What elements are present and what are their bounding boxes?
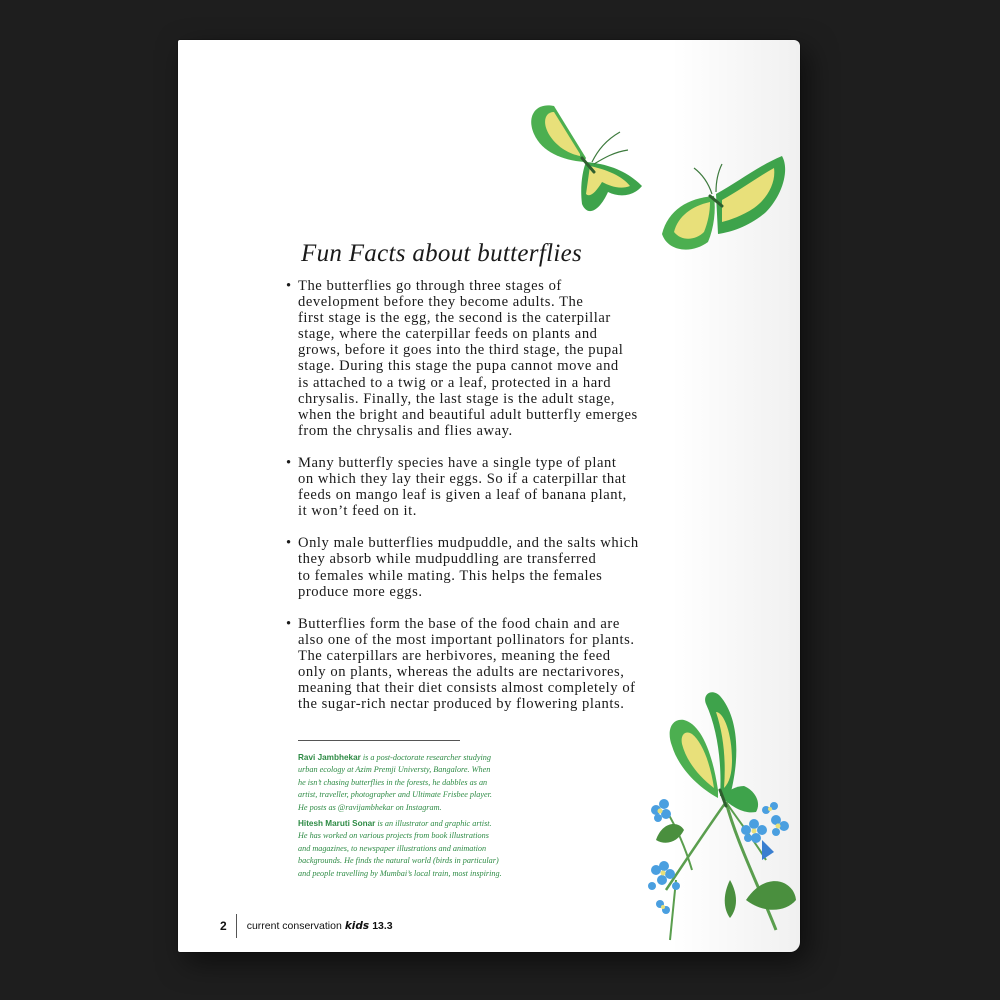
bullet: • [286,278,292,294]
butterfly-illustration [658,152,794,262]
page-title: Fun Facts about butterflies [301,240,582,267]
butterfly-on-flowers-illustration [626,690,800,950]
illustrator-bio: is an illustrator and graphic artist. He has worked on various projects from book illustrations and magazines, to newspaper illustrations and animation backgrounds. He finds the natural world (birds in particular) and people travelling by Mumbai’s local train, most inspiring. [298,819,502,878]
bullet: • [286,454,292,471]
fact-text: Butterflies form the base of the food chain and are also one of the most important pollinators for plants. The caterpillars are herbivores, meaning the feed only on plants, whereas the adults are nectarivores, meaning that their diet consists almost completely of the sugar-rich nectar produced by flowering plants. [298,615,636,713]
list-item [286,455,686,519]
divider [298,740,460,741]
credit-author [298,752,538,814]
page-footer [220,914,393,938]
bullet: • [286,535,292,552]
issue-number: 13.3 [372,920,393,932]
bullet: • [286,615,292,632]
author-bio: is a post-doctorate researcher studying urban ecology at Azim Premji Universty, Bangalore. When he isn’t chasing butterflies in the forests, he dabbles as an artist, traveller, photographer and Ultimate Frisbee player. He posts as @ravijambhekar on Instagram. [298,753,492,812]
author-name: Ravi Jambhekar [298,753,361,762]
magazine-name: current conservation [246,920,342,932]
list-item [286,535,686,599]
credit-illustrator [298,818,538,880]
fact-text: Only male butterflies mudpuddle, and the salts which they absorb while mudpuddling are transferred to females while mating. This helps the females produce more eggs. [298,535,639,600]
fact-text: The butterflies go through three stages of development before they become adults. The first stage is the egg, the second is the caterpillar stage, where the caterpillar feeds on plants and grows, before it goes into the third stage, the pupal stage. During this stage the pupa cannot move and is attached to a twig or a leaf, protected in a hard chrysalis. Finally, the last stage is the adult stage, when the bright and beautiful adult butterfly emerges from the chrysalis and flies away. [298,278,638,439]
fact-text: Many butterfly species have a single type of plant on which they lay their eggs. So if a caterpillar that feeds on mango leaf is given a leaf of banana plant, it won’t feed on it. [298,454,627,520]
list-item [286,278,686,439]
illustrator-name: Hitesh Maruti Sonar [298,819,376,829]
fun-facts-list [286,278,686,728]
list-item [286,616,686,713]
kids-label: kids [344,920,370,932]
page-number: 2 [220,919,227,933]
footer-divider [236,914,237,938]
butterfly-illustration [524,100,654,220]
magazine-page [178,40,800,952]
author-credits [298,752,538,884]
